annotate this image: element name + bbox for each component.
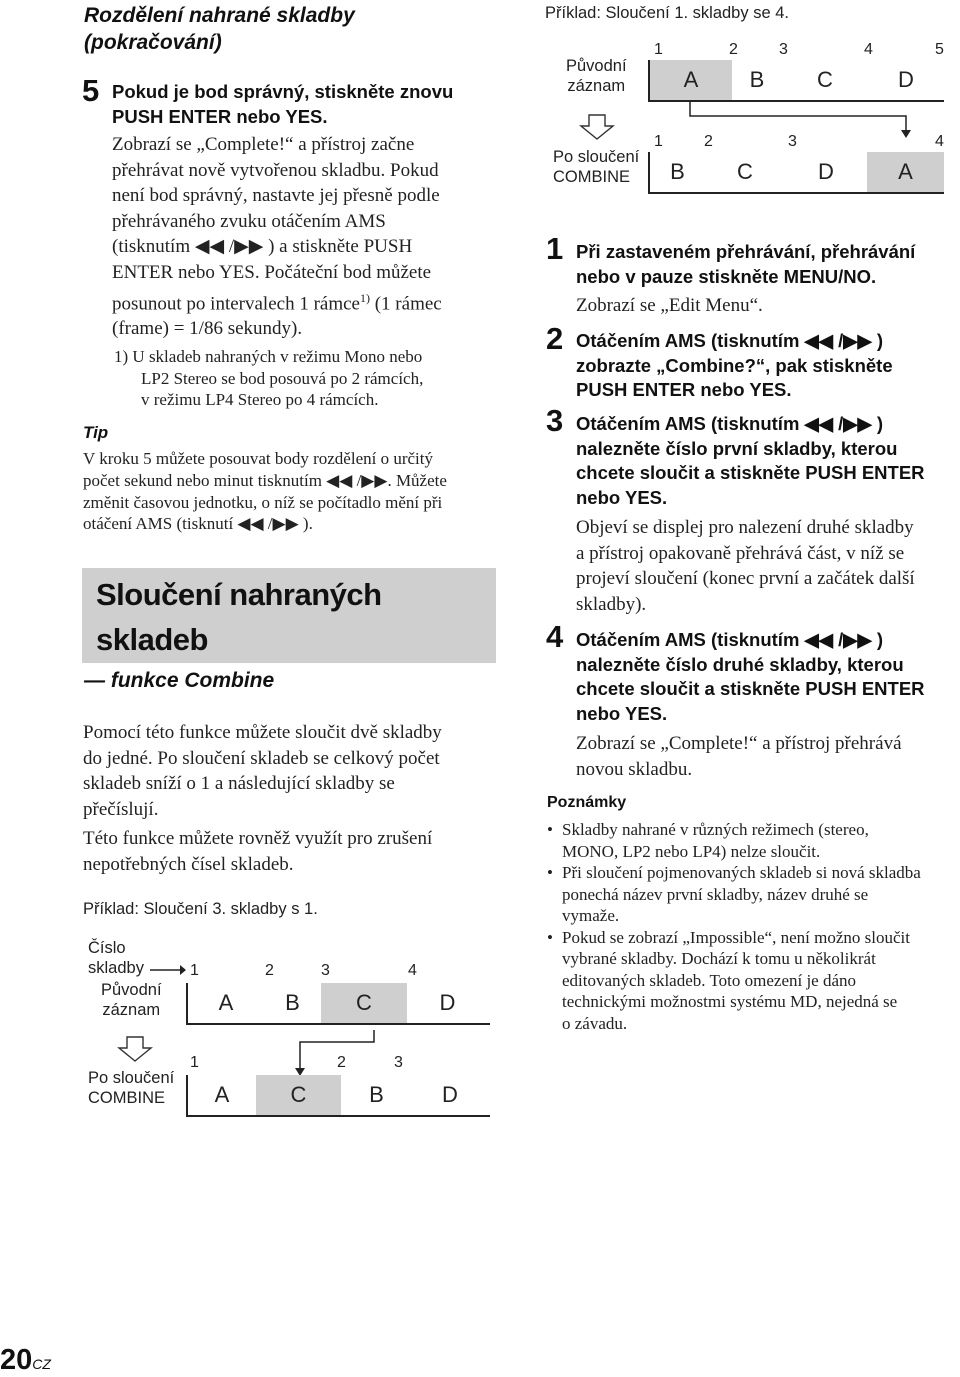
notes-list	[547, 819, 921, 1034]
step-heading: Otáčením AMS (tisknutím ◀◀ /▶▶ ) zobrazte „Combine?“, pak stiskněte PUSH ENTER nebo YES.	[576, 330, 893, 400]
list-item: • Pokud se zobrazí „Impossible“, není možno sloučit vybrané skladby. Dochází k tomu u několikrát editovaných skladeb. Toto omezení je dáno technickými možnostmi systému MD, nejedná se o závadu.	[547, 927, 910, 1033]
step-body: Zobrazí se „Edit Menu“.	[576, 295, 763, 316]
track-number: 1	[654, 133, 663, 150]
track-number: 4	[864, 41, 873, 58]
section-title: Sloučení nahraných skladeb	[96, 577, 382, 657]
track: A	[867, 152, 944, 192]
list-item: • Při sloučení pojmenovaných skladeb si nová skladba ponechá název první skladby, název druhé se vymaže.	[547, 863, 921, 925]
step-number: 2	[546, 321, 564, 356]
original-label: Původní záznam	[566, 57, 627, 95]
track-number: 2	[729, 41, 738, 58]
step-heading: Pokud je bod správný, stiskněte znovu PUSH ENTER nebo YES.	[112, 81, 454, 127]
bullet-icon: •	[547, 927, 553, 947]
track: D	[442, 1082, 458, 1107]
section-subtitle: — funkce Combine	[84, 669, 275, 692]
bullet-icon: •	[547, 820, 553, 839]
original-label: Původní záznam	[101, 981, 162, 1019]
track: C	[737, 159, 753, 184]
step-number: 1	[546, 231, 564, 266]
step-number: 5	[82, 73, 100, 108]
track-number: 2	[704, 133, 713, 150]
track-number-label: Číslo skladby	[88, 939, 144, 977]
move-arrow	[688, 100, 918, 140]
step-number: 4	[546, 619, 564, 654]
down-arrow-icon	[580, 114, 614, 140]
after-combine-label: Po sloučení COMBINE	[88, 1069, 175, 1107]
track: C	[321, 983, 407, 1023]
footnote-ref: 1)	[359, 290, 370, 305]
down-arrow-icon	[118, 1036, 152, 1062]
track-number: 1	[654, 41, 663, 58]
track: A	[218, 990, 234, 1015]
step-body: Zobrazí se „Complete!“ a přístroj přehrává novou skladbu.	[576, 733, 902, 780]
track: B	[369, 1082, 384, 1107]
track-number: 4	[408, 962, 417, 979]
move-arrow	[296, 1030, 386, 1078]
example-caption: Příklad: Sloučení 3. skladby s 1.	[83, 900, 318, 918]
track-number: 3	[779, 41, 788, 58]
list-item: • Skladby nahrané v různých režimech (stereo, MONO, LP2 nebo LP4) nelze sloučit.	[547, 820, 869, 861]
continuation-title: Rozdělení nahrané skladby (pokračování)	[84, 4, 355, 54]
track-number: 4	[935, 133, 944, 150]
bullet-icon: •	[547, 863, 553, 882]
track-number: 3	[321, 962, 330, 979]
track: C	[817, 67, 833, 92]
footnote: 1) U skladeb nahraných v režimu Mono nebo LP2 Stereo se bod posouvá po 2 rámcích, v režimu LP4 Stereo po 4 rámcích.	[114, 347, 424, 409]
step-body: Objeví se displej pro nalezení druhé skladby a přístroj opakovaně přehrává část, v níž se projeví sloučení (konec první a začátek další skladby).	[576, 517, 915, 615]
track-number-arrow	[150, 964, 186, 976]
section-title-band	[82, 568, 496, 663]
track: A	[650, 60, 732, 100]
intro-text: Pomocí této funkce můžete sloučit dvě skladby do jedné. Po sloučení skladeb se celkový počet skladeb sníží o 1 a následující skladby se přečíslují. Této funkce můžete rovněž využít pro zrušení nepotřebných čísel skladeb.	[83, 722, 442, 875]
tip-label: Tip	[83, 423, 109, 442]
track: C	[256, 1075, 341, 1115]
step-number: 3	[546, 403, 564, 438]
notes-label: Poznámky	[547, 794, 627, 811]
track-number: 3	[788, 133, 797, 150]
step-body: Zobrazí se „Complete!“ a přístroj začne přehrávat nově vytvořenou skladbu. Pokud není bod správný, nastavte jej přesně podle přehrávaného zvuku otáčením AMS (tisknutím ◀◀ /▶▶ ) a stiskněte PUSH ENTER nebo YES. Počáteční bod můžete posunout po intervalech 1 rámce$^{1)}$ (1 rámec (frame) = 1/86 sekundy).	[112, 134, 442, 340]
track: D	[439, 990, 456, 1015]
track-number: 1	[190, 962, 199, 979]
track-row-combined	[186, 1075, 490, 1117]
track-number: 5	[935, 41, 944, 58]
track: D	[898, 67, 914, 92]
track-row-combined	[648, 152, 944, 194]
after-combine-label: Po sloučení COMBINE	[553, 148, 640, 186]
tip-text: V kroku 5 můžete posouvat body rozdělení o určitý počet sekund nebo minut tisknutím ◀◀ /▶▶. Můžete změnit časovou jednotku, o níž se počítadlo mění při otáčení AMS (tisknutí ◀◀ /▶▶ ).	[83, 449, 447, 534]
track-number: 2	[265, 962, 274, 979]
track: B	[749, 67, 765, 92]
track-row-original	[648, 60, 944, 102]
step-heading: Otáčením AMS (tisknutím ◀◀ /▶▶ ) nalezněte číslo druhé skladby, kterou chcete sloučit a stiskněte PUSH ENTER nebo YES.	[576, 629, 925, 724]
track-number: 3	[394, 1054, 403, 1071]
example-caption: Příklad: Sloučení 1. skladby se 4.	[545, 4, 789, 22]
track-row-original	[186, 983, 490, 1025]
track-number: 1	[190, 1054, 199, 1071]
track-number: 2	[337, 1054, 346, 1071]
page-number: 20CZ	[0, 1344, 51, 1376]
step-heading: Otáčením AMS (tisknutím ◀◀ /▶▶ ) nalezněte číslo první skladby, kterou chcete sloučit a stiskněte PUSH ENTER nebo YES.	[576, 413, 925, 508]
track: D	[818, 159, 834, 184]
step-heading: Při zastaveném přehrávání, přehrávání nebo v pauze stiskněte MENU/NO.	[576, 241, 916, 287]
track: B	[670, 159, 685, 184]
track: A	[214, 1082, 230, 1107]
track: B	[285, 990, 300, 1015]
